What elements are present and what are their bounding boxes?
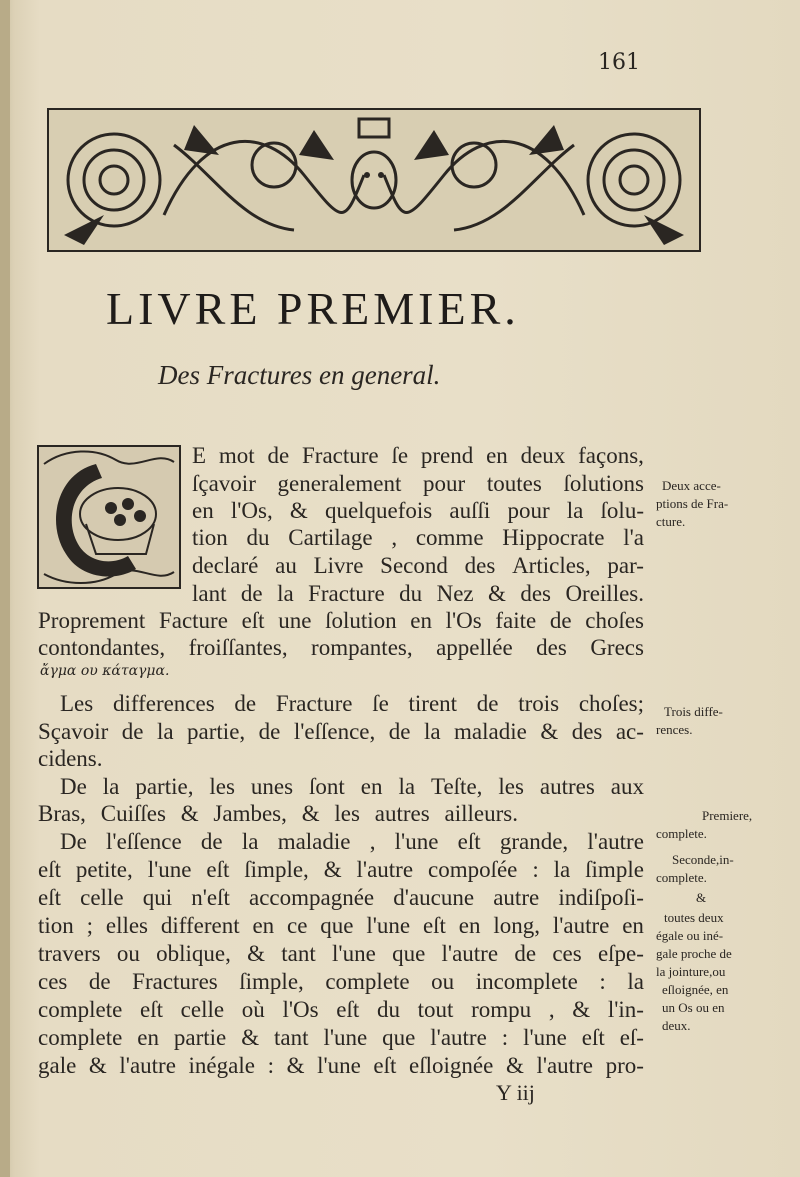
body-line: Proprement Facture eſt une ſolution en l'Os faite de choſes xyxy=(38,608,644,633)
margin-note: un Os ou en xyxy=(662,1000,725,1015)
body-line: contondantes, froiſſantes, rompantes, appellée des Grecs xyxy=(38,635,644,660)
margin-note: rences. xyxy=(656,722,693,737)
margin-note: & xyxy=(696,890,707,905)
greek-terms: ἄγμα ου κάταγμα. xyxy=(40,663,170,679)
body-line: cidens. xyxy=(38,746,103,771)
decorated-initial-c xyxy=(36,444,182,590)
body-line: Bras, Cuiſſes & Jambes, & les autres ailleurs. xyxy=(38,801,518,826)
page-gutter xyxy=(0,0,10,1177)
margin-note: deux. xyxy=(662,1018,691,1033)
body-line: travers ou oblique, & tant l'une que l'autre de ces eſpe- xyxy=(38,941,644,966)
body-line: en l'Os, & quelquefois auſſi pour la ſolu- xyxy=(192,498,644,523)
body-line: De l'eſſence de la maladie , l'une eſt grande, l'autre xyxy=(60,829,644,854)
margin-note: la jointure,ou xyxy=(656,964,726,979)
body-line: declaré au Livre Second des Articles, par- xyxy=(192,553,644,578)
body-line: ſçavoir generalement pour toutes ſolutions xyxy=(192,471,644,496)
body-line: De la partie, les unes ſont en la Teſte, les autres aux xyxy=(60,774,644,799)
body-line: tion du Cartilage , comme Hippocrate l'a xyxy=(192,525,644,550)
signature-mark: Y iij xyxy=(496,1080,535,1105)
ornamental-headpiece xyxy=(44,105,704,255)
margin-note: complete. xyxy=(656,870,707,885)
body-line: gale & l'autre inégale : & l'une eſt eſloignée & l'autre pro- xyxy=(38,1053,644,1078)
margin-note: ptions de Fra- xyxy=(656,496,729,511)
body-line: complete en partie & tant l'une que l'autre : l'une eſt eſ- xyxy=(38,1025,644,1050)
chapter-subtitle: Des Fractures en general. xyxy=(158,360,441,390)
margin-note: eſloignée, en xyxy=(662,982,729,997)
margin-note: gale proche de xyxy=(656,946,732,961)
body-line: ces de Fractures ſimple, complete ou incomplete : la xyxy=(38,969,644,994)
margin-note: Trois diffe- xyxy=(664,704,723,719)
body-line: tion ; elles different en ce que l'une eſt en long, l'autre en xyxy=(38,913,644,938)
body-line: Les differences de Fracture ſe tirent de trois choſes; xyxy=(60,691,644,716)
body-line: eſt celle qui n'eſt accompagnée d'aucune autre indiſpoſi- xyxy=(38,885,644,910)
margin-note: Deux acce- xyxy=(662,478,721,493)
body-line: complete eſt celle où l'Os eſt du tout rompu , & l'in- xyxy=(38,997,644,1022)
page-number: 161 xyxy=(598,50,640,75)
body-line: Sçavoir de la partie, de l'eſſence, de la maladie & des ac- xyxy=(38,719,644,744)
margin-note: toutes deux xyxy=(664,910,724,925)
margin-note: complete. xyxy=(656,826,707,841)
margin-note: égale ou iné- xyxy=(656,928,724,943)
body-line: lant de la Fracture du Nez & des Oreilles. xyxy=(192,581,644,606)
body-line: eſt petite, l'une eſt ſimple, & l'autre compoſée : la ſimple xyxy=(38,857,644,882)
margin-note: cture. xyxy=(656,514,686,529)
margin-note: Seconde,in- xyxy=(672,852,734,867)
chapter-title: LIVRE PREMIER. xyxy=(106,283,520,334)
margin-note: Premiere, xyxy=(702,808,753,823)
body-line: E mot de Fracture ſe prend en deux façons, xyxy=(192,443,644,468)
